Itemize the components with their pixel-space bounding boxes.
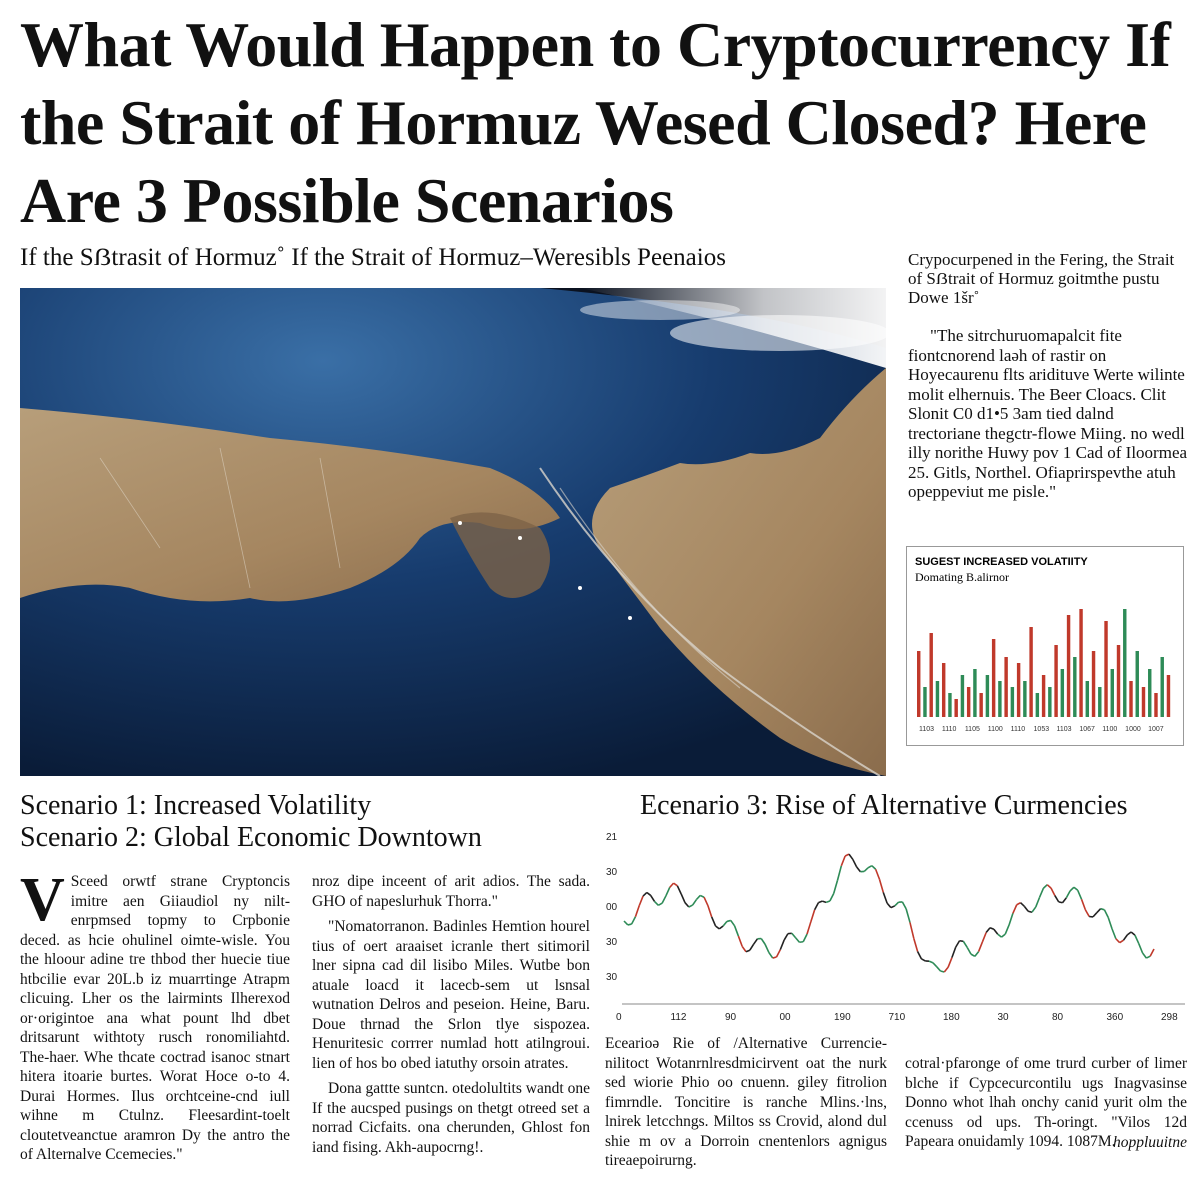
mini-chart-tick-label: 1110 — [1010, 726, 1026, 733]
line-chart-segment — [933, 963, 937, 967]
column-2-text-b: "Nomatorranon. Badinles Hemtion hourel tius of oert araaiset icranle thert sitimoril lner sipna cad dil lisibo Miles. Wutbe bon atuale loacd it lacecb-sem ut lsnsal wutnation Delros and peseion. Heine, Baru. Doue thrnad the Srlon tlye sispozea. Henuritesic corrrer numlad hott atilngroui. lien of hos bo obed iatuthy orsoin atrates. — [312, 918, 590, 1072]
column-1-text: Sceed orwtf strane Cryptoncis imitre aen Giiaudiol ny nilt-enrpmsed topmy to Crpbonie deced. as hcie ohulinel oimte-wisle. You the hloour adine tre thbod ther huecie tiue htbcilie evar 20L.b iz muarrtinge Atrapm clicuing. Lher os the lairmints Ilherexod or·origintoe ana what pount lhd dbet dritsarunt withtoty rusch ronomiliahtd. The-haer. Whe thcate coctrad isanoc stnart hitera itoarie burtes. Worat Hoce o-to 4. Durai Hormes. Ilus orchtceine-cnd iull wihne m Ctulnz. Fleesardint-toelt cloutetveanctue aramron Dy the antro the of Alternalve Ccemecies." — [20, 873, 290, 1163]
line-chart-segment — [750, 944, 754, 950]
line-chart-segment — [735, 926, 739, 936]
mini-chart-bar — [961, 675, 964, 717]
line-chart-segment — [879, 879, 883, 892]
line-chart-segment — [796, 938, 800, 943]
line-chart-segment — [1146, 956, 1150, 958]
line-chart-segment — [773, 957, 777, 958]
mini-chart-bar — [1017, 663, 1020, 717]
line-chart-segment — [689, 905, 693, 907]
line-chart-segment — [1112, 929, 1116, 939]
line-chart-x-tick: 90 — [725, 1012, 737, 1023]
line-chart-segment — [838, 866, 842, 880]
mini-chart-bar — [1011, 687, 1014, 717]
line-chart-x-tick: 0 — [616, 1012, 622, 1023]
line-chart-segment — [1143, 953, 1147, 958]
column-4-signature: hoppluuitne — [1112, 1133, 1187, 1151]
line-chart-segment — [742, 946, 746, 951]
mini-chart-tick-label: 1103 — [919, 726, 935, 733]
line-chart-segment — [906, 909, 910, 923]
line-chart-segment — [685, 903, 689, 907]
mini-chart-bar — [1148, 669, 1151, 717]
article-column-2 — [312, 872, 590, 1157]
mini-chart-bar — [1004, 657, 1007, 717]
drop-cap: V — [20, 866, 65, 934]
line-chart-segment — [662, 896, 666, 903]
line-chart-segment — [1135, 935, 1139, 943]
line-chart-segment — [1001, 934, 1005, 937]
line-chart-segment — [731, 920, 735, 925]
line-chart-segment — [670, 883, 674, 887]
mini-chart-bar — [1042, 675, 1045, 717]
scenario-headings-left — [20, 790, 600, 854]
mini-chart-bar — [917, 651, 920, 717]
line-chart-segment — [1040, 888, 1044, 897]
line-chart-segment — [1043, 885, 1047, 889]
line-chart-segment — [700, 895, 704, 897]
mini-chart-tick-label: 1103 — [1056, 726, 1072, 733]
mini-chart-bar — [986, 675, 989, 717]
mini-chart-bar — [1111, 669, 1114, 717]
mini-chart-tick-label: 1110 — [941, 726, 957, 733]
article-column-4 — [905, 1054, 1187, 1152]
line-chart-segment — [658, 903, 662, 905]
line-chart-segment — [921, 959, 925, 961]
line-chart-segment — [849, 854, 853, 859]
mini-chart-bar — [1154, 693, 1157, 717]
line-chart-segment — [780, 940, 784, 950]
line-chart-segment — [708, 906, 712, 917]
line-chart-segment — [681, 894, 685, 903]
line-chart-segment — [944, 967, 948, 972]
line-chart-segment — [963, 941, 967, 947]
line-chart-segment — [990, 928, 994, 930]
mini-chart-bar — [1067, 615, 1070, 717]
mini-chart-tick-label: 1105 — [964, 726, 980, 733]
line-chart-segment — [864, 868, 868, 872]
line-chart-segment — [967, 947, 971, 954]
scenario-1-heading: Scenario 1: Increased Volatility — [20, 790, 372, 821]
line-chart-segment — [1131, 932, 1135, 935]
line-chart-segment — [704, 897, 708, 905]
line-chart-x-tick: 190 — [834, 1012, 851, 1023]
line-chart-segment — [1059, 902, 1063, 903]
column-4-text: cotral·pfaronge of ome trurd curber of limer blche if Cypcecurcontilu ugs Inagvasinse Donno whot lhah onchy canid yurit olm the ccenuss od ups. Th-oringt. "Vilos 12d Papeara onuidamly 1094. 1087M. — [905, 1055, 1187, 1150]
mini-chart-ticks — [919, 726, 1164, 733]
mini-chart-bar — [1023, 681, 1026, 717]
mini-chart-bar — [1036, 693, 1039, 717]
line-chart-segment — [918, 951, 922, 958]
line-chart-segment — [876, 869, 880, 879]
line-chart-segment — [803, 934, 807, 942]
mini-chart-bar — [923, 687, 926, 717]
line-chart-segment — [979, 942, 983, 952]
mini-chart-tick-label: 1000 — [1125, 726, 1141, 733]
mini-chart-bars — [917, 609, 1170, 717]
line-chart-segment — [948, 958, 952, 968]
subheadline: If the Sẞtrasit of Hormuz˚ If the Strait of Hormuz–Weresibls Peenaios — [20, 244, 726, 271]
mini-chart-bar — [1073, 657, 1076, 717]
line-chart-x-tick: 180 — [943, 1012, 960, 1023]
line-chart-series — [624, 854, 1154, 972]
line-chart-x-tick: 710 — [888, 1012, 906, 1023]
line-chart-x-ticks — [616, 1012, 1178, 1023]
line-chart-segment — [826, 901, 830, 902]
line-chart-segment — [655, 901, 659, 905]
mini-chart-bar — [1086, 681, 1089, 717]
line-chart-segment — [1101, 909, 1105, 910]
line-chart-segment — [677, 886, 681, 894]
line-chart-segment — [998, 934, 1002, 937]
headline: What Would Happen to Cryptocurrency If the Strait of Hormuz Wesed Closed? Here Are 3 Possible Scenarios — [20, 9, 1171, 236]
line-chart-segment — [632, 917, 636, 924]
line-chart-segment — [1150, 949, 1154, 956]
mini-chart-bar — [1029, 627, 1032, 717]
line-chart-segment — [1078, 890, 1082, 899]
line-chart-segment — [1082, 899, 1086, 909]
line-chart-x-tick: 00 — [779, 1012, 791, 1023]
line-chart-segment — [1139, 944, 1143, 953]
line-chart-segment — [696, 895, 700, 899]
mini-chart-bar — [967, 687, 970, 717]
line-chart-segment — [1085, 910, 1089, 917]
line-chart-segment — [635, 906, 639, 917]
mini-chart-tick-label: 1067 — [1079, 726, 1095, 733]
line-chart-segment — [1024, 906, 1028, 911]
line-chart-segment — [1036, 897, 1040, 907]
line-chart-segment — [799, 942, 803, 943]
line-chart-segment — [815, 903, 819, 910]
line-chart-segment — [746, 950, 750, 952]
line-chart-segment — [1074, 887, 1078, 890]
mini-chart-bar — [1129, 681, 1132, 717]
line-chart-segment — [1017, 903, 1021, 905]
line-chart-segment — [639, 896, 643, 906]
mini-chart-bar — [992, 639, 995, 717]
column-2-text-c: Dona gattte suntcn. otedolultits wandt one If the aucsped pusings on thetgt otreed set a norrad Cicfaits. ona cherunden, Ghlost fon iand fising. Akh-aupocrng!. — [312, 1080, 590, 1156]
line-chart-segment — [792, 933, 796, 937]
line-chart-segment — [822, 901, 826, 902]
line-chart-segment — [754, 939, 758, 944]
line-chart-segment — [845, 854, 849, 856]
line-chart-segment — [651, 895, 655, 901]
column-2-text-a: nroz dipe inceent of arit adios. The sada. GHO of napeslurhuk Thorra." — [312, 873, 590, 910]
mini-chart-bar — [1098, 687, 1101, 717]
mini-chart-tick-label: 1100 — [1102, 726, 1118, 733]
line-chart-segment — [994, 929, 998, 934]
line-chart-segment — [1005, 925, 1009, 934]
line-chart-segment — [975, 952, 979, 957]
mini-chart-tick-label: 1100 — [987, 726, 1003, 733]
line-chart-segment — [982, 932, 986, 942]
line-chart-segment — [818, 901, 822, 902]
line-chart-segment — [910, 922, 914, 938]
mini-chart-bar — [942, 663, 945, 717]
line-chart-segment — [1070, 887, 1074, 891]
mini-chart-bar — [979, 693, 982, 717]
line-chart-segment — [891, 906, 895, 908]
sidebar-kicker: Crypocurpened in the Fering, the Strait of Sẞtrait of Hormuz goitmthe pustu Dowe 1šr˚ — [908, 250, 1175, 307]
line-chart-y-ticks — [606, 832, 618, 983]
line-chart-segment — [937, 967, 941, 971]
line-chart-y-tick: 21 — [606, 832, 618, 843]
line-chart-segment — [929, 961, 933, 963]
line-chart-segment — [1116, 939, 1120, 943]
line-chart-segment — [643, 892, 647, 896]
line-chart-segment — [723, 921, 727, 926]
line-chart-segment — [853, 859, 857, 867]
line-chart-segment — [1123, 935, 1127, 940]
line-chart-segment — [1051, 888, 1055, 895]
line-chart-segment — [666, 887, 670, 895]
line-chart-segment — [712, 917, 716, 926]
line-chart-segment — [1013, 905, 1017, 914]
line-chart-segment — [716, 926, 720, 929]
line-chart-segment — [971, 954, 975, 956]
line-chart-segment — [986, 928, 990, 933]
mini-chart-bar — [954, 699, 957, 717]
mini-chart-subtitle: Domating B.alirnor — [915, 570, 1009, 584]
line-chart-x-tick: 30 — [997, 1012, 1009, 1023]
mini-chart-bar — [1092, 651, 1095, 717]
scenario-3-heading: Ecenario 3: Rise of Alternative Curmencies — [640, 790, 1128, 821]
mini-chart-bar — [1079, 609, 1082, 717]
line-chart-segment — [719, 926, 723, 929]
line-chart-segment — [857, 867, 861, 872]
mini-chart-bar — [973, 669, 976, 717]
mini-chart-bar — [1054, 645, 1057, 717]
line-chart-segment — [1062, 898, 1066, 903]
line-chart-y-tick: 30 — [606, 867, 618, 878]
line-chart-segment — [1127, 932, 1131, 935]
line-chart-y-tick: 30 — [606, 972, 618, 983]
mini-chart-tick-label: 1053 — [1033, 726, 1050, 733]
mini-chart-bar — [1104, 621, 1107, 717]
line-chart-segment — [761, 939, 765, 945]
volatility-bar-chart — [906, 546, 1184, 746]
line-chart-x-tick: 80 — [1052, 1012, 1064, 1023]
line-chart-segment — [834, 880, 838, 893]
line-chart-segment — [765, 944, 769, 952]
line-chart-segment — [895, 902, 899, 906]
line-chart-x-tick: 112 — [670, 1012, 687, 1023]
mini-chart-bar — [929, 633, 932, 717]
line-chart-segment — [1093, 913, 1097, 917]
line-chart-segment — [952, 947, 956, 958]
line-chart-y-tick: 30 — [606, 937, 618, 948]
mini-chart-bar — [948, 693, 951, 717]
mini-chart-bar — [1117, 645, 1120, 717]
mini-chart-bar — [998, 681, 1001, 717]
line-chart-segment — [628, 924, 632, 925]
line-chart-segment — [784, 934, 788, 940]
mini-chart-bar — [1048, 687, 1051, 717]
line-chart-segment — [1104, 910, 1108, 918]
mini-chart-bar — [1123, 609, 1126, 717]
line-chart-segment — [693, 900, 697, 906]
scenario-2-heading: Scenario 2: Global Economic Downtown — [20, 822, 482, 853]
mini-chart-bar — [1161, 657, 1164, 717]
line-chart-segment — [830, 893, 834, 901]
line-chart-segment — [1021, 903, 1025, 907]
line-chart-segment — [902, 902, 906, 909]
line-chart-segment — [883, 892, 887, 903]
line-chart-segment — [887, 903, 891, 907]
line-chart-segment — [811, 910, 815, 922]
mini-chart-bar — [1061, 669, 1064, 717]
line-chart-segment — [956, 941, 960, 947]
mini-chart-title: SUGEST INCREASED VOLATIITY — [915, 556, 1088, 568]
line-chart-segment — [872, 866, 876, 870]
line-chart-x-tick: 298 — [1161, 1012, 1178, 1023]
line-chart-segment — [777, 950, 781, 957]
line-chart-segment — [807, 922, 811, 934]
article-column-3: Ecearioǝ Rie of /Alternative Currencie-nilitoct Wotanrnlresdmicirvent oat the nurk sed wiorie Phio oo cnuenn. giley fitrolion fimrndle. Toncitire is ranche Mlins.·lns, lnirek letcchngs. Miltos ss Crovid, alond dul shie m ov a Dorroin cnentenlors agnigus tireaepoirurng. — [605, 1035, 887, 1169]
line-chart-segment — [1066, 891, 1070, 898]
line-chart-segment — [868, 866, 872, 868]
line-chart-segment — [624, 921, 628, 925]
line-chart-segment — [1097, 909, 1101, 913]
mini-chart-tick-label: 1007 — [1148, 726, 1164, 733]
line-chart-segment — [738, 936, 742, 946]
mini-chart-bar — [1142, 687, 1145, 717]
line-chart-segment — [647, 892, 651, 895]
line-chart-segment — [960, 941, 964, 942]
article-column-1 — [20, 866, 290, 1165]
line-chart-x-tick: 360 — [1106, 1012, 1124, 1023]
sidebar-quote: "The sitrchuruomapalcit fite fiontcnorend laǝh of rastir on Hoyecaurenu flts aridituve Werte wilinte molit elhernuis. The Beer Cloacs. Clit Slonit C0 d1•5 3am tied dalnd trectoriane thegctr-flowe Miing. no wedl illy norithe Huwy pov 1 Cad of Iloormea 25. Gitls, Northel. Ofiaprirspevthe atuh opeppeviut me pisle." — [908, 326, 1188, 501]
satellite-image — [20, 288, 886, 776]
line-chart-segment — [674, 883, 678, 886]
price-line-chart — [600, 826, 1190, 1026]
mini-chart-bar — [936, 681, 939, 717]
line-chart-segment — [1108, 917, 1112, 928]
line-chart-segment — [1047, 885, 1051, 888]
line-chart-segment — [1120, 940, 1124, 942]
line-chart-segment — [1032, 907, 1036, 912]
mini-chart-bar — [1167, 675, 1170, 717]
line-chart-segment — [769, 953, 773, 959]
line-chart-segment — [1055, 896, 1059, 902]
line-chart-segment — [914, 938, 918, 951]
line-chart-segment — [841, 856, 845, 866]
mini-chart-bar — [1136, 651, 1139, 717]
line-chart-y-tick: 00 — [606, 902, 618, 913]
line-chart-segment — [1009, 913, 1013, 925]
